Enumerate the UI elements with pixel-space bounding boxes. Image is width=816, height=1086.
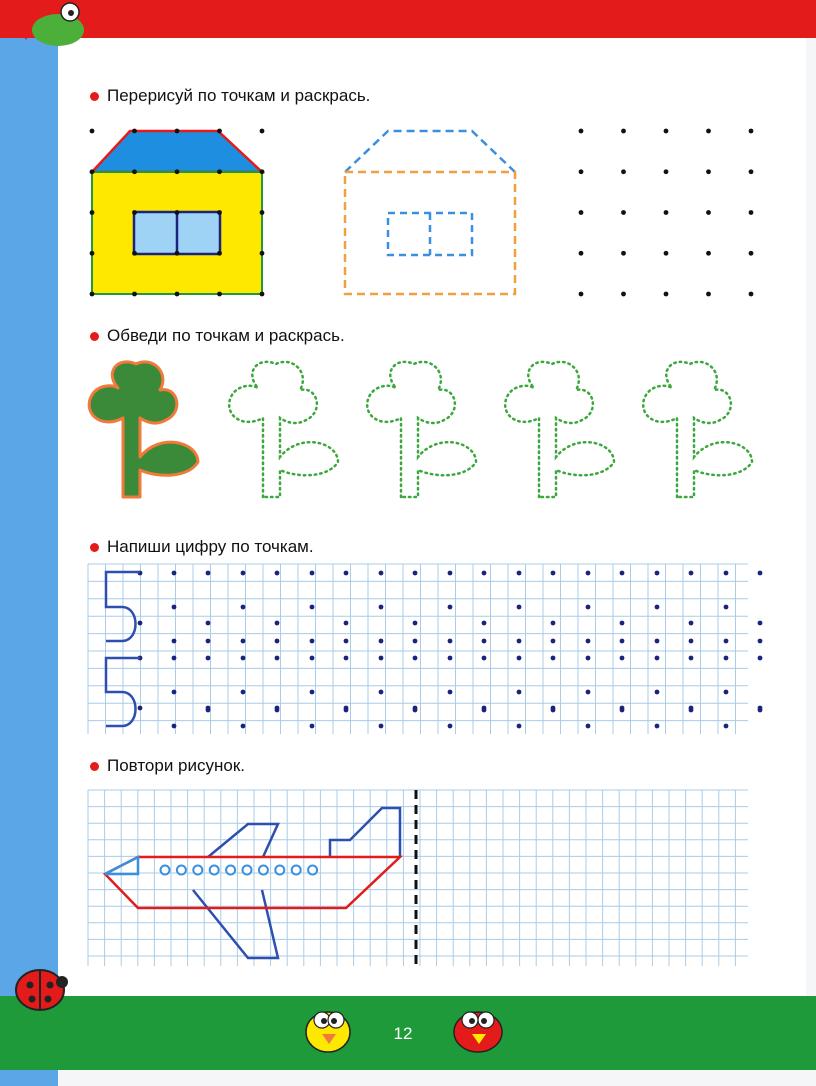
- digit-dot: [724, 724, 729, 729]
- digit-dot: [586, 639, 591, 644]
- grid-dot: [706, 210, 711, 215]
- digit-dot: [689, 621, 694, 626]
- digit-dot: [655, 690, 660, 695]
- digit-dot: [206, 639, 211, 644]
- digit-dot: [586, 605, 591, 610]
- digit-dot: [758, 571, 763, 576]
- grid-dot: [217, 292, 222, 297]
- digit-dot: [655, 639, 660, 644]
- digit-dot: [310, 690, 315, 695]
- digit-dot: [689, 708, 694, 713]
- window-circle: [193, 866, 202, 875]
- grid-dot: [621, 169, 626, 174]
- digit-dot: [517, 656, 522, 661]
- grid-dot: [621, 210, 626, 215]
- grid-dot: [749, 169, 754, 174]
- grid-dot: [132, 251, 137, 256]
- digit-dot: [586, 690, 591, 695]
- digit-dot: [379, 656, 384, 661]
- digit-dot: [724, 656, 729, 661]
- flower-dotted-3: [505, 362, 614, 497]
- digit-dot: [413, 639, 418, 644]
- digit-dot: [724, 639, 729, 644]
- digit-dot: [241, 571, 246, 576]
- grid-dot: [260, 210, 265, 215]
- digit-dot: [344, 621, 349, 626]
- grid-dot: [579, 129, 584, 134]
- digit-dot: [275, 656, 280, 661]
- flower-dotted-1: [229, 362, 338, 497]
- grid-dot: [132, 169, 137, 174]
- grid-dot: [175, 210, 180, 215]
- grid-dot: [175, 292, 180, 297]
- digit-dot: [655, 605, 660, 610]
- digit-dot: [379, 605, 384, 610]
- grid-dot: [664, 251, 669, 256]
- digit-dot: [344, 571, 349, 576]
- grid-dot: [749, 129, 754, 134]
- digit-dot: [310, 724, 315, 729]
- digit-dot: [344, 708, 349, 713]
- digit-dot: [517, 724, 522, 729]
- digit-dot: [172, 605, 177, 610]
- digit-dot: [551, 708, 556, 713]
- digit-dot: [586, 571, 591, 576]
- grid-dot: [260, 129, 265, 134]
- grid-dot: [706, 169, 711, 174]
- grid-dot: [175, 251, 180, 256]
- digit-dot: [413, 656, 418, 661]
- grid-dot: [706, 251, 711, 256]
- digit-dot: [689, 656, 694, 661]
- digit-dot: [206, 621, 211, 626]
- digit-dot: [586, 724, 591, 729]
- digit-dot: [724, 605, 729, 610]
- digit-dot: [275, 571, 280, 576]
- digit-dot: [241, 724, 246, 729]
- digit-dot-pattern: [138, 571, 763, 729]
- window-circle: [177, 866, 186, 875]
- digit-dot: [758, 708, 763, 713]
- digit-dot: [241, 656, 246, 661]
- grid-dot: [260, 251, 265, 256]
- digit-dot: [172, 571, 177, 576]
- section-title-trace-dots: Обведи по точкам и раскрась.: [90, 326, 345, 346]
- digit-dot: [482, 639, 487, 644]
- digit-dot: [379, 571, 384, 576]
- grid-dot: [132, 210, 137, 215]
- red-bird-icon: [454, 1012, 502, 1052]
- digit-dot: [655, 656, 660, 661]
- grid-dot: [175, 169, 180, 174]
- bird-icon: [18, 3, 84, 46]
- digit-dot: [379, 639, 384, 644]
- digit-dot: [620, 708, 625, 713]
- digit-dot: [344, 639, 349, 644]
- grid-dot: [749, 210, 754, 215]
- digit-dot: [344, 656, 349, 661]
- digit-dot: [379, 724, 384, 729]
- digit-dot: [551, 656, 556, 661]
- grid-dot: [664, 292, 669, 297]
- grid-dot: [90, 169, 95, 174]
- digit-dot: [655, 571, 660, 576]
- flower-dotted-2: [367, 362, 476, 497]
- digit-dot: [206, 708, 211, 713]
- grid-dot: [217, 129, 222, 134]
- grid-dot: [90, 129, 95, 134]
- digit-dot: [724, 690, 729, 695]
- digit-dot: [586, 656, 591, 661]
- digit-dot: [138, 621, 143, 626]
- yellow-bird-icon: [306, 1012, 350, 1052]
- digit-dot: [517, 605, 522, 610]
- window-circle: [226, 866, 235, 875]
- digit-dot: [517, 639, 522, 644]
- digit-dot: [448, 571, 453, 576]
- digit-dot: [689, 571, 694, 576]
- grid-dot: [217, 251, 222, 256]
- digit-dot: [517, 690, 522, 695]
- flower-colored: [89, 362, 198, 497]
- digit-dot: [724, 571, 729, 576]
- grid-dot: [217, 169, 222, 174]
- grid-dot: [579, 292, 584, 297]
- house-dashed-outline: [345, 131, 515, 294]
- digit-dot: [482, 571, 487, 576]
- digit-dot: [310, 571, 315, 576]
- digit-dot: [310, 639, 315, 644]
- window-circle: [210, 866, 219, 875]
- airplane-drawing: [105, 808, 400, 958]
- digit-dot: [448, 724, 453, 729]
- digit-dot: [172, 690, 177, 695]
- digit-dot: [172, 656, 177, 661]
- digit-dot: [413, 571, 418, 576]
- section-title-copy-by-dots: Перерисуй по точкам и раскрась.: [90, 86, 370, 106]
- digit-dot: [448, 605, 453, 610]
- grid-dot: [90, 251, 95, 256]
- digit-dot: [275, 639, 280, 644]
- digit-dot: [620, 639, 625, 644]
- digit-dot: [275, 708, 280, 713]
- grid-dot: [217, 210, 222, 215]
- digit-dot: [620, 656, 625, 661]
- digit-dot: [655, 724, 660, 729]
- grid-dot: [664, 129, 669, 134]
- digit-dot: [689, 639, 694, 644]
- page-number: 12: [393, 1024, 413, 1043]
- window-circle: [275, 866, 284, 875]
- digit-dot: [448, 639, 453, 644]
- section-title-write-digit: Напиши цифру по точкам.: [90, 537, 314, 557]
- digit-dot: [413, 621, 418, 626]
- grid-dot: [621, 292, 626, 297]
- digit-dot: [758, 656, 763, 661]
- grid-dot: [621, 251, 626, 256]
- grid-dot: [579, 251, 584, 256]
- grid-dot: [579, 169, 584, 174]
- digit-dot: [620, 571, 625, 576]
- grid-dot: [664, 210, 669, 215]
- digit-dot: [172, 724, 177, 729]
- digit-dot: [241, 639, 246, 644]
- window-circle: [161, 866, 170, 875]
- digit-dot: [206, 656, 211, 661]
- grid-dot: [260, 169, 265, 174]
- digit-dot: [448, 656, 453, 661]
- digit-dot: [206, 571, 211, 576]
- grid-dot: [621, 129, 626, 134]
- grid-dot: [260, 292, 265, 297]
- grid-dot: [664, 169, 669, 174]
- airplane-copy-grid: [88, 790, 748, 966]
- digit-dot: [482, 708, 487, 713]
- grid-dot: [579, 210, 584, 215]
- section-title-repeat-picture: Повтори рисунок.: [90, 756, 245, 776]
- window-circle: [292, 866, 301, 875]
- digit-dot: [448, 690, 453, 695]
- digit-dot: [275, 621, 280, 626]
- digit-dot: [551, 621, 556, 626]
- digit-dot: [241, 690, 246, 695]
- window-circle: [243, 866, 252, 875]
- digit-dot: [758, 639, 763, 644]
- flower-dotted-4: [643, 362, 752, 497]
- grid-dot: [706, 292, 711, 297]
- digit-dot: [620, 621, 625, 626]
- digit-dot: [482, 656, 487, 661]
- digit-dot: [138, 706, 143, 711]
- grid-dot: [749, 292, 754, 297]
- digit-dot: [241, 605, 246, 610]
- grid-dot: [132, 129, 137, 134]
- grid-dot: [90, 210, 95, 215]
- window-circle: [259, 866, 268, 875]
- ladybug-icon: [16, 970, 68, 1010]
- digit-dot: [310, 605, 315, 610]
- digit-dot: [551, 639, 556, 644]
- grid-dot: [749, 251, 754, 256]
- digit-dot: [172, 639, 177, 644]
- empty-dot-grid: [579, 129, 754, 297]
- grid-dot: [90, 292, 95, 297]
- digit-dot: [413, 708, 418, 713]
- digit-practice-grid: [88, 564, 748, 734]
- window-circle: [308, 866, 317, 875]
- digit-dot: [551, 571, 556, 576]
- grid-dot: [706, 129, 711, 134]
- grid-dot: [132, 292, 137, 297]
- digit-dot: [517, 571, 522, 576]
- grid-dot: [175, 129, 180, 134]
- digit-dot: [758, 621, 763, 626]
- digit-dot: [379, 690, 384, 695]
- digit-dot: [482, 621, 487, 626]
- digit-dot: [310, 656, 315, 661]
